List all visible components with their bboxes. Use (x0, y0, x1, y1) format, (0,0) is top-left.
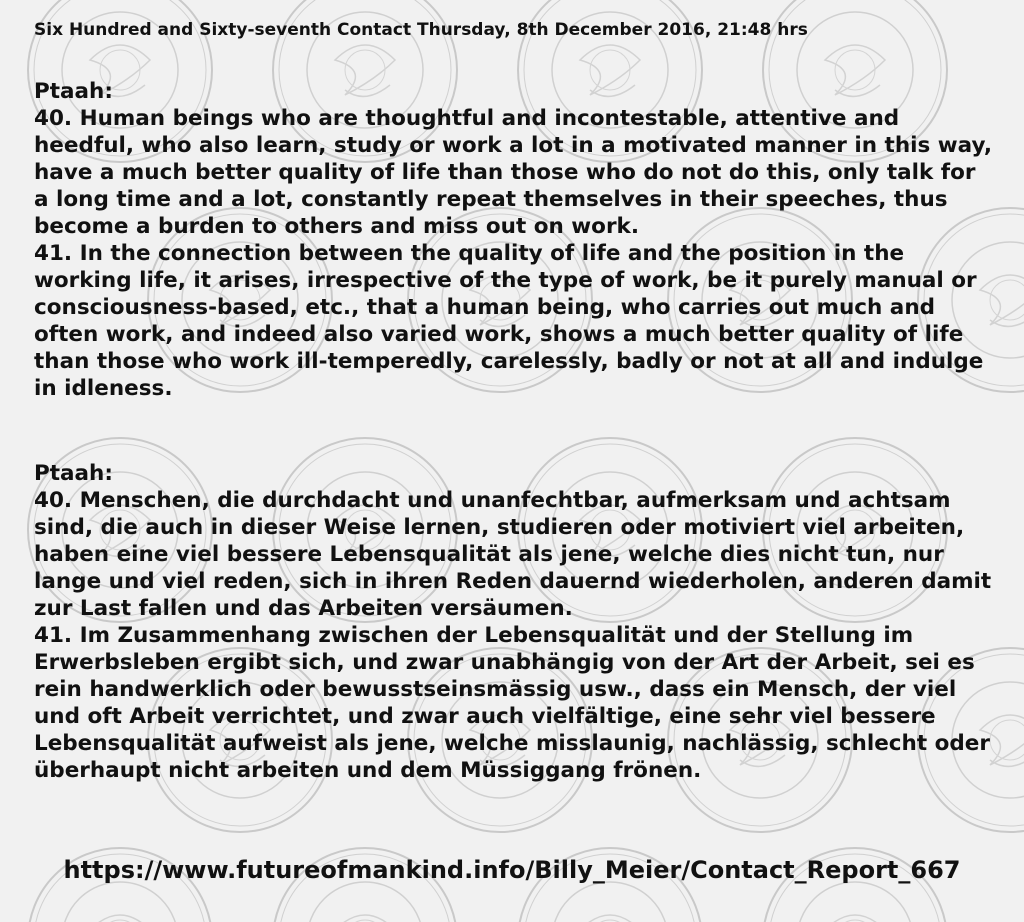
paragraph-41-de: 41. Im Zusammenhang zwischen der Lebensqualität und der Stellung im Erwerbsleben ergibt sich, und zwar unabhängig von der Art der Arbeit, sei es rein handwerklich oder bewusstseinsmässig usw., dass ein Mensch, der viel und oft Arbeit verrichtet, und zwar auch vielfältige, eine sehr viel bessere Lebensqualität aufweist als jene, welche misslaunig, nachlässig, schlecht oder überhaupt nicht arbeiten und dem Müssiggang frönen. (34, 623, 990, 783)
english-section (34, 78, 994, 402)
speaker-label: Ptaah: (34, 79, 113, 104)
german-section (34, 460, 994, 784)
paragraph-41-en: 41. In the connection between the quality of life and the position in the working life, it arises, irrespective of the type of work, be it purely manual or consciousness-based, etc., that a human being, who carries out much and often work, and indeed also varied work, shows a much better quality of life than those who work ill-temperedly, carelessly, badly or not at all and indulge in idleness. (34, 241, 984, 401)
speaker-label: Ptaah: (34, 461, 113, 486)
paragraph-40-de: 40. Menschen, die durchdacht und unanfechtbar, aufmerksam und achtsam sind, die auch in dieser Weise lernen, studieren oder motiviert viel arbeiten, haben eine viel bessere Lebensqualität als jene, welche dies nicht tun, nur lange und viel reden, sich in ihren Reden dauernd wiederholen, anderen damit zur Last fallen und das Arbeiten versäumen. (34, 488, 992, 621)
contact-header: Six Hundred and Sixty-seventh Contact Thursday, 8th December 2016, 21:48 hrs (34, 20, 808, 40)
paragraph-40-en: 40. Human beings who are thoughtful and incontestable, attentive and heedful, who also learn, study or work a lot in a motivated manner in this way, have a much better quality of life than those who do not do this, only talk for a long time and a lot, constantly repeat themselves in their speeches, thus become a burden to others and miss out on work. (34, 106, 993, 239)
source-url: https://www.futureofmankind.info/Billy_Meier/Contact_Report_667 (63, 856, 961, 884)
